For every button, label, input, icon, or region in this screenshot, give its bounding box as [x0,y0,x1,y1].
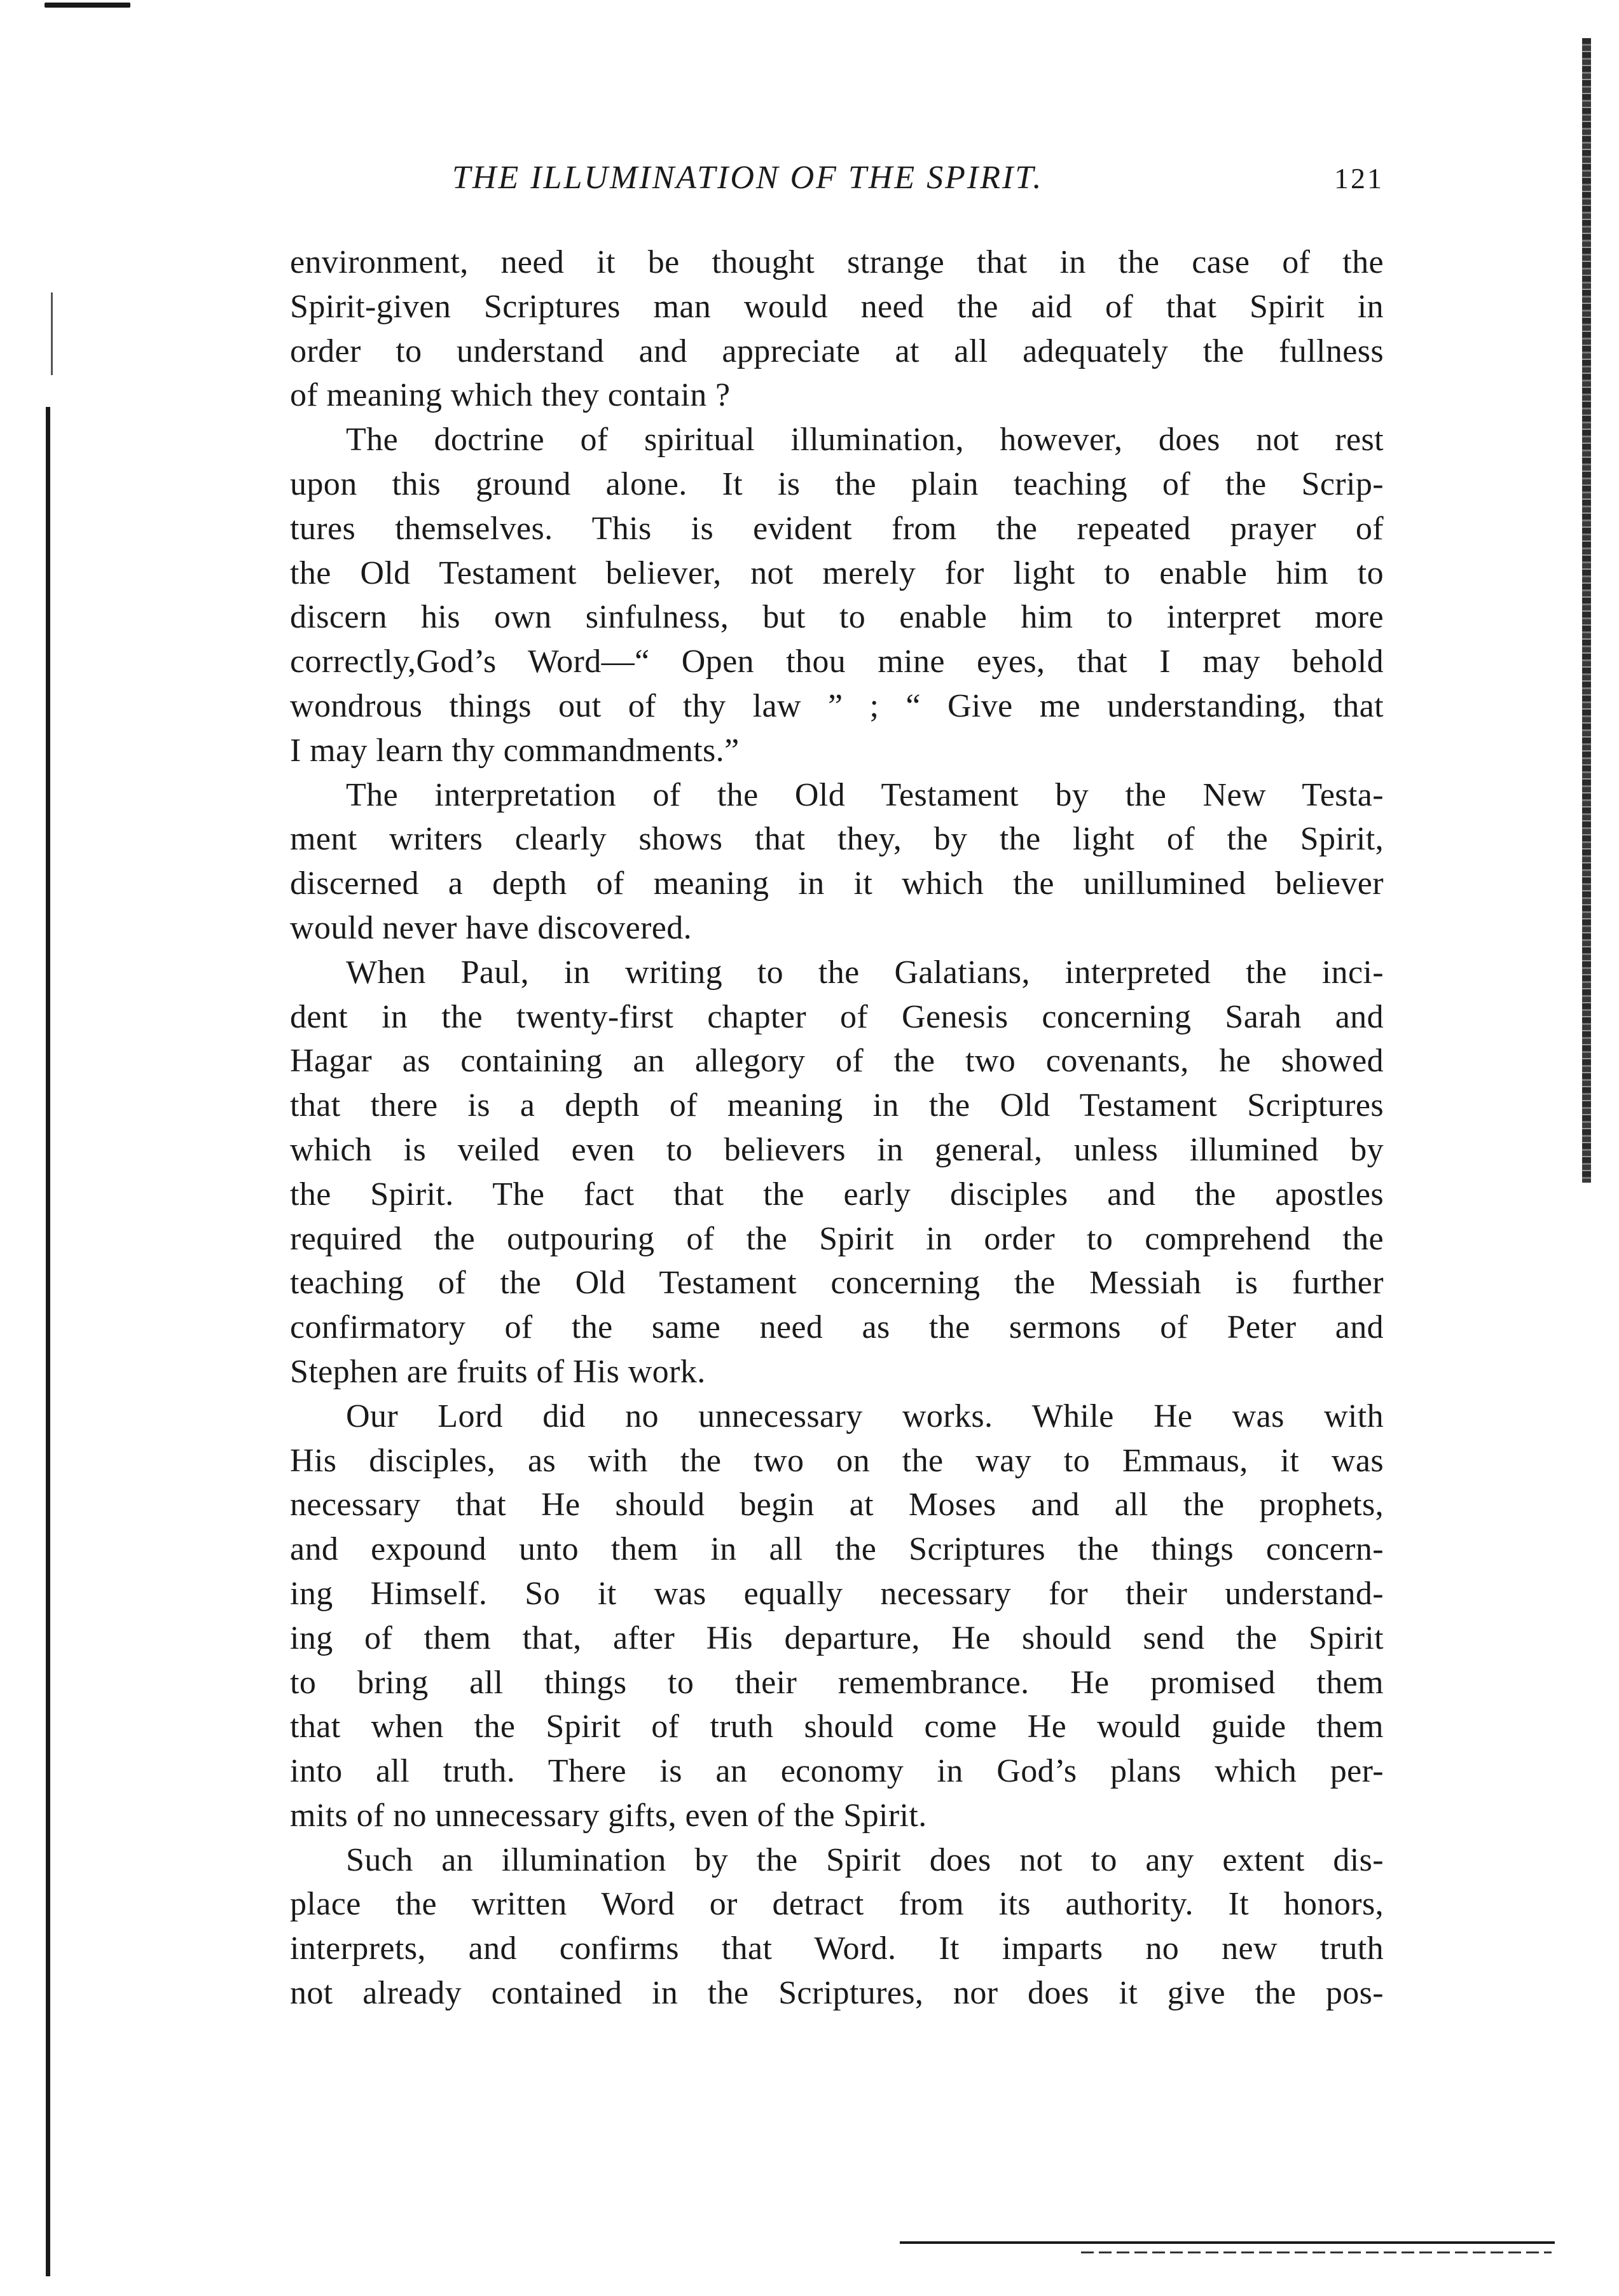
scan-artifact-top [45,3,130,8]
text-line: The doctrine of spiritual illumination, however, does not rest [346,422,1384,458]
text-line: not already contained in the Scriptures, nor does it give the pos- [290,1975,1384,2012]
text-line: required the outpouring of the Spirit in order to comprehend the [290,1220,1384,1257]
text-line: place the written Word or detract from its authority. It honors, [290,1886,1384,1923]
text-line: and expound unto them in all the Scriptures the things concern- [290,1531,1384,1568]
scan-artifact-left-edge [46,407,50,2276]
scan-artifact-bottom-line-dashed [1081,2251,1552,2253]
running-head: THE ILLUMINATION OF THE SPIRIT. [452,160,1044,196]
text-line: correctly,God’s Word—“ Open thou mine eyes, that I may behold [290,643,1384,680]
text-line: The interpretation of the Old Testament by the New Testa- [346,776,1384,813]
text-line: Spirit-given Scriptures man would need the aid of that Spirit in [290,288,1384,325]
text-line: order to understand and appreciate at all adequately the fullness [290,333,1384,369]
scan-artifact-left-tick [51,292,53,375]
text-line: necessary that He should begin at Moses and all the prophets, [290,1487,1384,1523]
text-line: discern his own sinfulness, but to enable him to interpret more [290,599,1384,636]
text-line: that when the Spirit of truth should come He would guide them [290,1708,1384,1745]
text-line: of meaning which they contain ? [290,377,731,414]
text-line: would never have discovered. [290,909,692,946]
scan-artifact-right-edge [1582,38,1591,1183]
text-line: upon this ground alone. It is the plain teaching of the Scrip- [290,465,1384,502]
text-line: into all truth. There is an economy in God’s plans which per- [290,1753,1384,1790]
text-line: I may learn thy commandments.” [290,732,740,769]
text-line: to bring all things to their remembrance. He promised them [290,1664,1384,1701]
body-text [290,240,1384,2016]
text-line: ing of them that, after His departure, He should send the Spirit [290,1619,1384,1656]
text-line: which is veiled even to believers in general, unless illumined by [290,1131,1384,1168]
text-line: environment, need it be thought strange that in the case of the [290,244,1384,280]
text-line: Our Lord did no unnecessary works. While He was with [346,1398,1384,1434]
text-line: dent in the twenty-first chapter of Genesis concerning Sarah and [290,998,1384,1035]
text-line: ment writers clearly shows that they, by the light of the Spirit, [290,821,1384,858]
page-number: 121 [1334,162,1384,195]
text-line: teaching of the Old Testament concerning the Messiah is further [290,1265,1384,1302]
text-line: confirmatory of the same need as the sermons of Peter and [290,1309,1384,1346]
text-line: ing Himself. So it was equally necessary for their understand- [290,1575,1384,1612]
text-line: the Old Testament believer, not merely for light to enable him to [290,554,1384,591]
text-line: discerned a depth of meaning in it which the unillumined believer [290,865,1384,902]
text-line: tures themselves. This is evident from the repeated prayer of [290,510,1384,547]
text-line: Such an illumination by the Spirit does not to any extent dis- [346,1841,1384,1878]
text-line: interprets, and confirms that Word. It imparts no new truth [290,1930,1384,1967]
text-line: mits of no unnecessary gifts, even of the Spirit. [290,1797,927,1834]
text-line: When Paul, in writing to the Galatians, interpreted the inci- [346,954,1384,991]
scan-artifact-bottom-line [900,2241,1555,2244]
text-line: that there is a depth of meaning in the Old Testament Scriptures [290,1087,1384,1124]
text-line: His disciples, as with the two on the way to Emmaus, it was [290,1442,1384,1479]
text-line: wondrous things out of thy law ” ; “ Give me understanding, that [290,687,1384,724]
text-line: Stephen are fruits of His work. [290,1353,706,1390]
text-line: Hagar as containing an allegory of the two covenants, he showed [290,1043,1384,1080]
text-line: the Spirit. The fact that the early disciples and the apostles [290,1176,1384,1213]
page-header [290,159,1384,203]
